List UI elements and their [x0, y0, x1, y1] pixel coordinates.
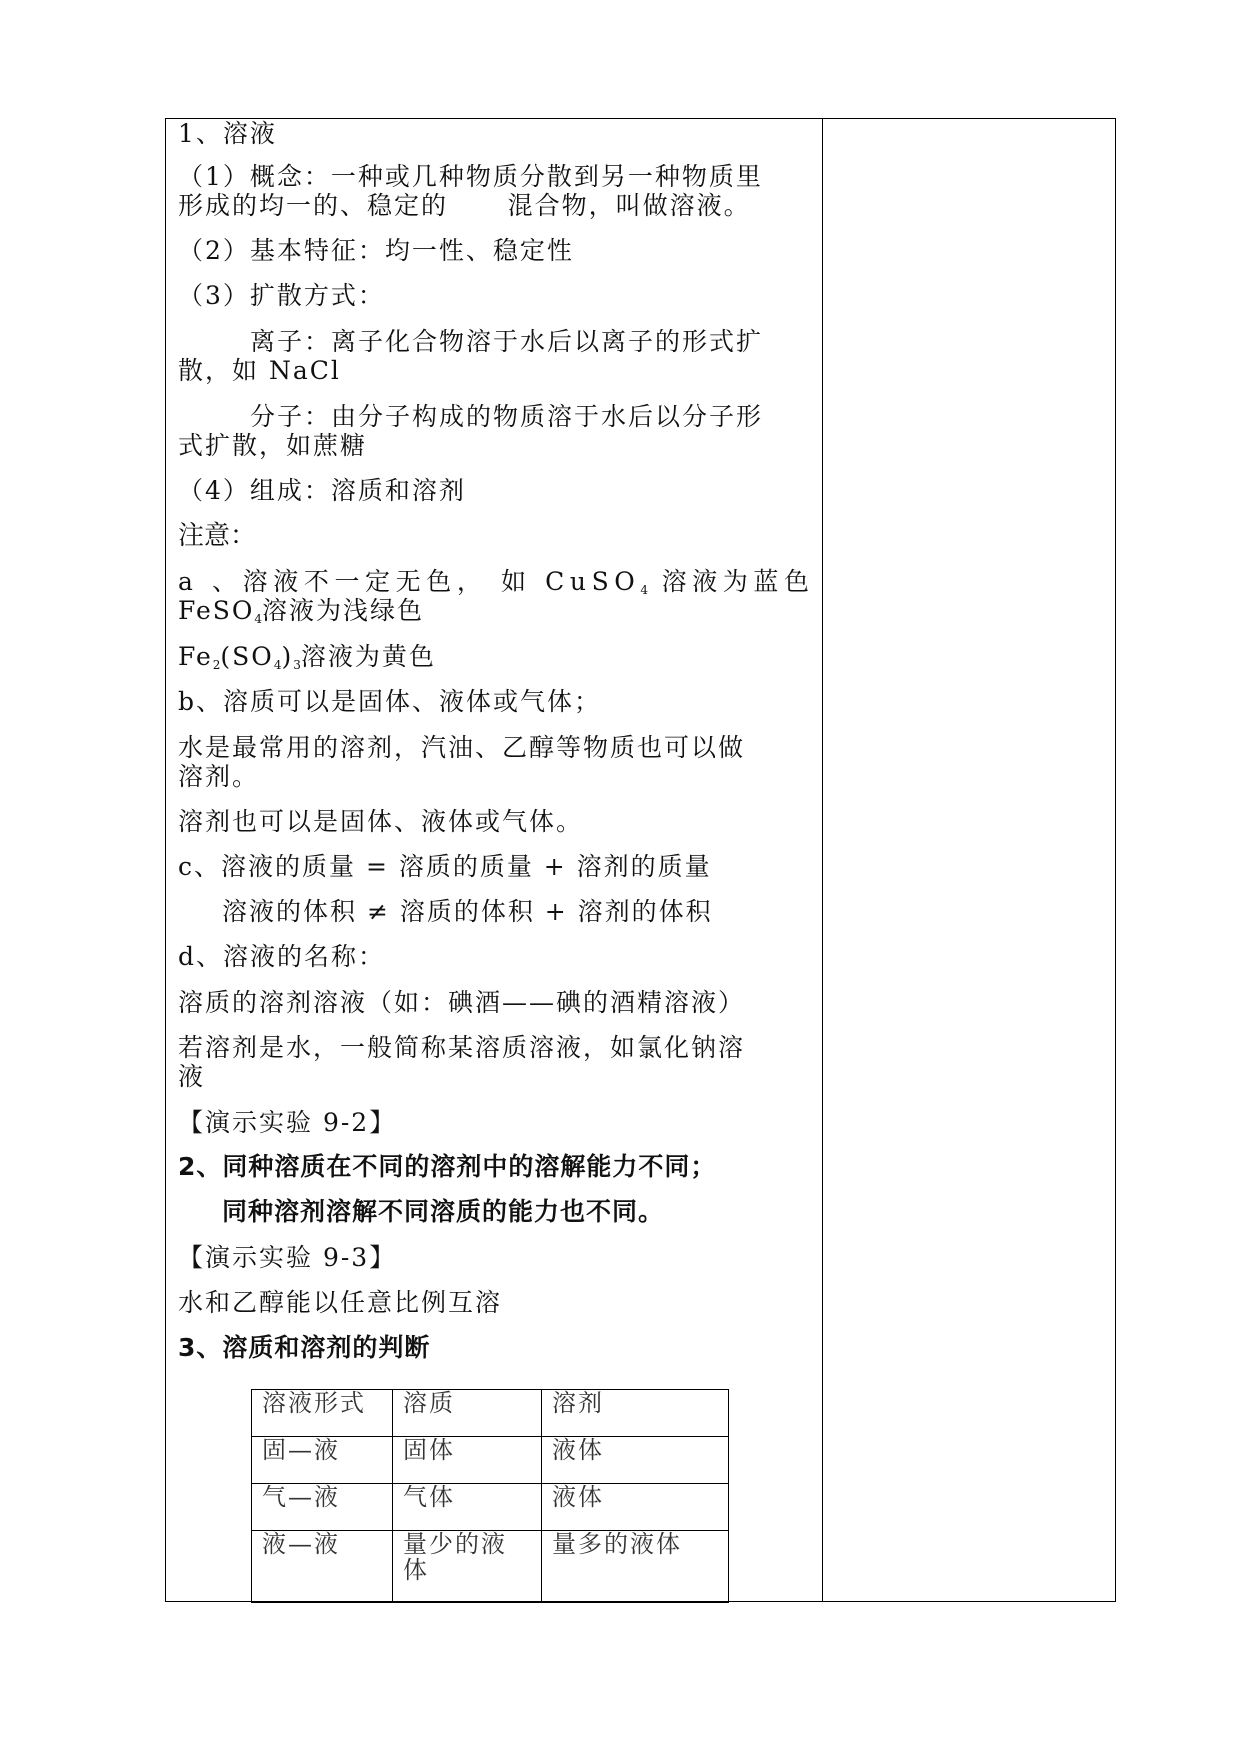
lesson-table [165, 118, 1116, 1602]
table-header-cell: 溶剂 [542, 1390, 729, 1437]
formula-so: (SO [220, 642, 274, 671]
section-3-heading: 3、溶质和溶剂的判断 [178, 1333, 431, 1362]
table-header-row [252, 1390, 729, 1437]
subscript: 3 [293, 658, 301, 672]
table-row [252, 1484, 729, 1531]
table-cell: 固体 [393, 1437, 542, 1484]
table-row [252, 1437, 729, 1484]
table-cell: 气体 [393, 1484, 542, 1531]
note-d-line-3: 若溶剂是水，一般简称某溶质溶液，如氯化钠溶 [178, 1033, 746, 1062]
basic-feature: （2）基本特征：均一性、稳定性 [178, 236, 574, 265]
note-a-line-3 [178, 642, 436, 671]
table-cell: 固—液 [252, 1437, 393, 1484]
subscript: 4 [273, 658, 282, 672]
table-cell: 量多的液体 [542, 1531, 729, 1603]
table-cell: 量少的液体 [393, 1531, 542, 1603]
ion-line-1: 离子：离子化合物溶于水后以离子的形式扩 [250, 327, 764, 356]
ion-line-2: 散，如 NaCl [178, 356, 341, 385]
note-a-line-3-text: 溶液为黄色 [300, 642, 436, 671]
formula-feso4: FeSO [178, 596, 255, 625]
section-2-line-2: 同种溶剂溶解不同溶质的能力也不同。 [222, 1197, 665, 1226]
concept-line-2: 形成的均一的、稳定的 混合物，叫做溶液。 [178, 191, 751, 220]
table-header-cell: 溶质 [393, 1390, 542, 1437]
table-cell: 液—液 [252, 1531, 393, 1603]
demo-experiment-9-2: 【演示实验 9-2】 [178, 1108, 397, 1137]
note-a-text: a 、溶液不一定无色， 如 CuSO [178, 567, 641, 596]
molecule-line-1: 分子：由分子构成的物质溶于水后以分子形 [250, 402, 764, 431]
note-b-line-2: 水是最常用的溶剂，汽油、乙醇等物质也可以做 [178, 733, 746, 762]
note-b-line-1: b、溶质可以是固体、液体或气体； [178, 687, 602, 716]
subscript: 4 [640, 583, 649, 597]
concept-line-1: （1）概念：一种或几种物质分散到另一种物质里 [178, 162, 763, 191]
demo-experiment-9-3: 【演示实验 9-3】 [178, 1243, 397, 1272]
note-c-line-2: 溶液的体积 ≠ 溶质的体积 + 溶剂的体积 [222, 897, 713, 926]
table-header-cell: 溶液形式 [252, 1390, 393, 1437]
note-d-line-4: 液 [178, 1062, 206, 1091]
composition: （4）组成：溶质和溶剂 [178, 476, 466, 505]
subscript: 2 [212, 658, 221, 672]
solute-solvent-table [251, 1389, 729, 1603]
note-a-line-1 [178, 567, 815, 596]
note-d-line-1: d、溶液的名称： [178, 942, 386, 971]
note-c-line-1: c、溶液的质量 = 溶质的质量 + 溶剂的质量 [178, 852, 712, 881]
note-b-line-3: 溶剂。 [178, 762, 260, 791]
notes-title: 注意： [178, 521, 257, 551]
section-2-line-1: 2、同种溶质在不同的溶剂中的溶解能力不同； [178, 1152, 717, 1181]
table-cell: 气—液 [252, 1484, 393, 1531]
diffusion-heading: （3）扩散方式： [178, 281, 385, 310]
formula-fe: Fe [178, 642, 213, 671]
note-a-line-2-text: 溶液为浅绿色 [262, 596, 425, 625]
section-1-heading: 1、溶液 [178, 119, 277, 148]
note-a-line-2 [178, 596, 424, 625]
molecule-line-2: 式扩散，如蔗糖 [178, 431, 368, 460]
table-cell: 液体 [542, 1484, 729, 1531]
note-a-text-end: 溶液为蓝色 [648, 567, 815, 596]
table-cell: 液体 [542, 1437, 729, 1484]
formula-paren: ) [281, 642, 294, 671]
note-b-line-4: 溶剂也可以是固体、液体或气体。 [178, 807, 584, 836]
subscript: 4 [254, 612, 263, 626]
note-d-line-2: 溶质的溶剂溶液（如：碘酒——碘的酒精溶液） [178, 988, 746, 1017]
column-divider [822, 119, 823, 1601]
mixing-statement: 水和乙醇能以任意比例互溶 [178, 1288, 503, 1317]
table-row [252, 1531, 729, 1603]
